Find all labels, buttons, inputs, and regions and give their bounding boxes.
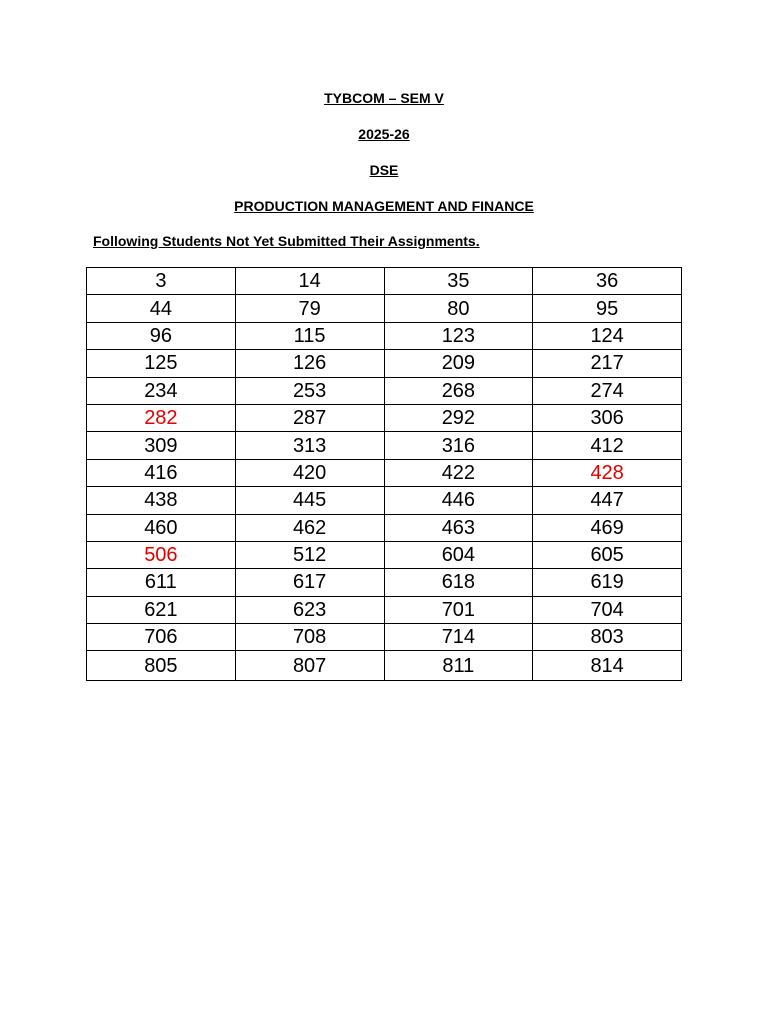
course-category: DSE (369, 162, 399, 178)
roll-number-cell: 512 (235, 541, 384, 568)
roll-number-cell: 36 (533, 268, 682, 295)
roll-number-cell: 253 (235, 377, 384, 404)
roll-number-cell: 605 (533, 541, 682, 568)
roll-number-cell: 807 (235, 651, 384, 681)
roll-number-cell: 44 (87, 295, 236, 322)
roll-number-cell: 623 (235, 596, 384, 623)
roll-number-cell: 469 (533, 514, 682, 541)
roll-number-cell: 412 (533, 432, 682, 459)
roll-number-cell: 115 (235, 322, 384, 349)
roll-number-cell: 126 (235, 350, 384, 377)
table-row (87, 295, 682, 322)
roll-number-cell: 714 (384, 624, 533, 651)
roll-number-cell: 3 (87, 268, 236, 295)
table-row (87, 596, 682, 623)
roll-number-cell: 611 (87, 569, 236, 596)
subject-title: PRODUCTION MANAGEMENT AND FINANCE (234, 198, 534, 214)
roll-number-cell: 506 (87, 541, 236, 568)
table-row (87, 651, 682, 681)
roll-number-cell: 292 (384, 404, 533, 431)
table-row (87, 268, 682, 295)
table-row (87, 487, 682, 514)
table-row (87, 541, 682, 568)
roll-number-cell: 438 (87, 487, 236, 514)
roll-number-cell: 460 (87, 514, 236, 541)
roll-number-cell: 617 (235, 569, 384, 596)
roll-number-cell: 604 (384, 541, 533, 568)
roll-number-cell: 209 (384, 350, 533, 377)
roll-number-cell: 282 (87, 404, 236, 431)
roll-number-cell: 447 (533, 487, 682, 514)
roll-number-cell: 704 (533, 596, 682, 623)
table-row (87, 432, 682, 459)
roll-number-cell: 80 (384, 295, 533, 322)
roll-number-cell: 428 (533, 459, 682, 486)
roll-number-cell: 287 (235, 404, 384, 431)
roll-number-cell: 309 (87, 432, 236, 459)
roll-number-cell: 811 (384, 651, 533, 681)
table-row (87, 514, 682, 541)
roll-number-cell: 125 (87, 350, 236, 377)
roll-number-cell: 805 (87, 651, 236, 681)
roll-number-cell: 217 (533, 350, 682, 377)
academic-year: 2025-26 (358, 126, 410, 142)
roll-number-cell: 621 (87, 596, 236, 623)
roll-number-cell: 416 (87, 459, 236, 486)
roll-number-cell: 35 (384, 268, 533, 295)
roll-number-cell: 79 (235, 295, 384, 322)
roll-number-cell: 619 (533, 569, 682, 596)
roll-number-cell: 463 (384, 514, 533, 541)
roll-number-cell: 95 (533, 295, 682, 322)
roll-number-cell: 123 (384, 322, 533, 349)
table-row (87, 322, 682, 349)
table-row (87, 377, 682, 404)
roll-number-cell: 96 (87, 322, 236, 349)
notice-text: Following Students Not Yet Submitted Their Assignments. (93, 233, 480, 249)
table-row (87, 624, 682, 651)
table-row (87, 569, 682, 596)
roll-number-cell: 274 (533, 377, 682, 404)
roll-number-cell: 14 (235, 268, 384, 295)
roll-number-cell: 313 (235, 432, 384, 459)
roll-number-cell: 316 (384, 432, 533, 459)
table-row (87, 404, 682, 431)
roll-number-table (86, 267, 682, 681)
roll-number-cell: 422 (384, 459, 533, 486)
roll-number-cell: 618 (384, 569, 533, 596)
roll-number-cell: 124 (533, 322, 682, 349)
roll-number-cell: 446 (384, 487, 533, 514)
roll-number-cell: 814 (533, 651, 682, 681)
roll-number-cell: 234 (87, 377, 236, 404)
roll-number-cell: 803 (533, 624, 682, 651)
roll-number-cell: 462 (235, 514, 384, 541)
roll-number-cell: 445 (235, 487, 384, 514)
roll-number-cell: 701 (384, 596, 533, 623)
roll-number-cell: 268 (384, 377, 533, 404)
table-row (87, 459, 682, 486)
roll-number-cell: 706 (87, 624, 236, 651)
roll-number-cell: 708 (235, 624, 384, 651)
table-row (87, 350, 682, 377)
roll-number-cell: 420 (235, 459, 384, 486)
document-title: TYBCOM – SEM V (324, 90, 444, 106)
roll-number-cell: 306 (533, 404, 682, 431)
